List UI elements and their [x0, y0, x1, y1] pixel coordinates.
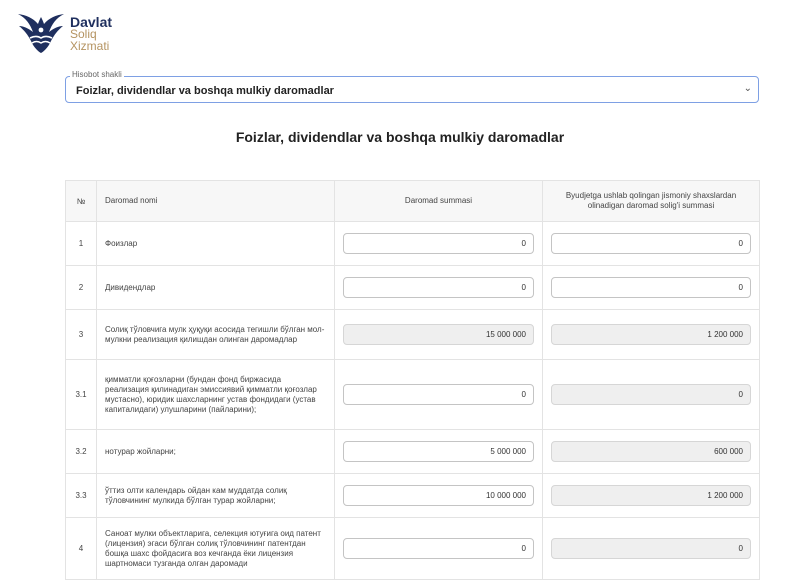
income-sum-input[interactable]: 0 [343, 233, 534, 254]
tax-sum-input[interactable]: 0 [551, 277, 751, 298]
income-sum-input: 15 000 000 [343, 324, 534, 345]
table-row [66, 518, 760, 580]
header-no: № [66, 181, 97, 222]
header-income-sum: Daromad summasi [335, 181, 543, 222]
header-tax-sum: Byudjetga ushlab qolingan jismoniy shaxslardan olinadigan daromad solig'i summasi [543, 181, 760, 222]
tax-sum-input: 1 200 000 [551, 485, 751, 506]
income-name: нотурар жойларни; [97, 430, 335, 474]
tax-sum-input: 0 [551, 384, 751, 405]
income-sum-input[interactable]: 10 000 000 [343, 485, 534, 506]
income-name: Саноат мулки объектларига, селекция ютуғига оид патент (лицензия) эгаси бўлган солиқ тўловчининг патентдан бошқа шахс фойдасига воз кечганда ёки лицензия шартномаси тузганда олган даромади [97, 518, 335, 580]
income-sum-input[interactable]: 0 [343, 384, 534, 405]
table-row [66, 430, 760, 474]
header-income-name: Daromad nomi [97, 181, 335, 222]
logo-line-soliq: Soliq [70, 27, 97, 41]
report-form-value: Foizlar, dividendlar va boshqa mulkiy daromadlar [76, 85, 334, 97]
table-row [66, 360, 760, 430]
row-number: 3.3 [66, 474, 97, 518]
logo [16, 8, 112, 54]
row-number: 3 [66, 310, 97, 360]
row-number: 1 [66, 222, 97, 266]
report-form-label: Hisobot shakli [72, 70, 122, 79]
income-name: қимматли қоғозларни (бундан фонд биржасида реализация қилинадиган эмиссиявий қимматли қоғозлар мустасно), юридик шахсларнинг устав фондидаги (устав капиталидаги) улушларини (пайларини); [97, 360, 335, 430]
eagle-emblem-icon [16, 8, 66, 54]
income-name: Дивидендлар [97, 266, 335, 310]
income-name: ўттиз олти календарь ойдан кам муддатда солиқ тўловчининг мулкида бўлган турар жойларни; [97, 474, 335, 518]
logo-line-xizmati: Xizmati [70, 39, 110, 53]
table-row [66, 310, 760, 360]
report-form-select[interactable] [65, 70, 759, 103]
tax-sum-input: 0 [551, 538, 751, 559]
table-header-row [66, 181, 760, 222]
income-name: Солиқ тўловчига мулк ҳуқуқи асосида тегишли бўлган мол-мулкни реализация қилишдан олинган даромадлар [97, 310, 335, 360]
page-title: Foizlar, dividendlar va boshqa mulkiy daromadlar [235, 129, 565, 145]
logo-line-davlat: Davlat [70, 14, 113, 30]
income-sum-input[interactable]: 0 [343, 538, 534, 559]
chevron-down-icon[interactable]: ⌄ [743, 83, 752, 94]
income-sum-input[interactable]: 0 [343, 277, 534, 298]
income-sum-input[interactable]: 5 000 000 [343, 441, 534, 462]
row-number: 2 [66, 266, 97, 310]
tax-sum-input[interactable]: 0 [551, 233, 751, 254]
table-row [66, 266, 760, 310]
table-row [66, 222, 760, 266]
tax-sum-input: 600 000 [551, 441, 751, 462]
tax-sum-input: 1 200 000 [551, 324, 751, 345]
income-table [65, 180, 760, 580]
income-name: Фоизлар [97, 222, 335, 266]
row-number: 3.2 [66, 430, 97, 474]
table-row [66, 474, 760, 518]
row-number: 4 [66, 518, 97, 580]
row-number: 3.1 [66, 360, 97, 430]
